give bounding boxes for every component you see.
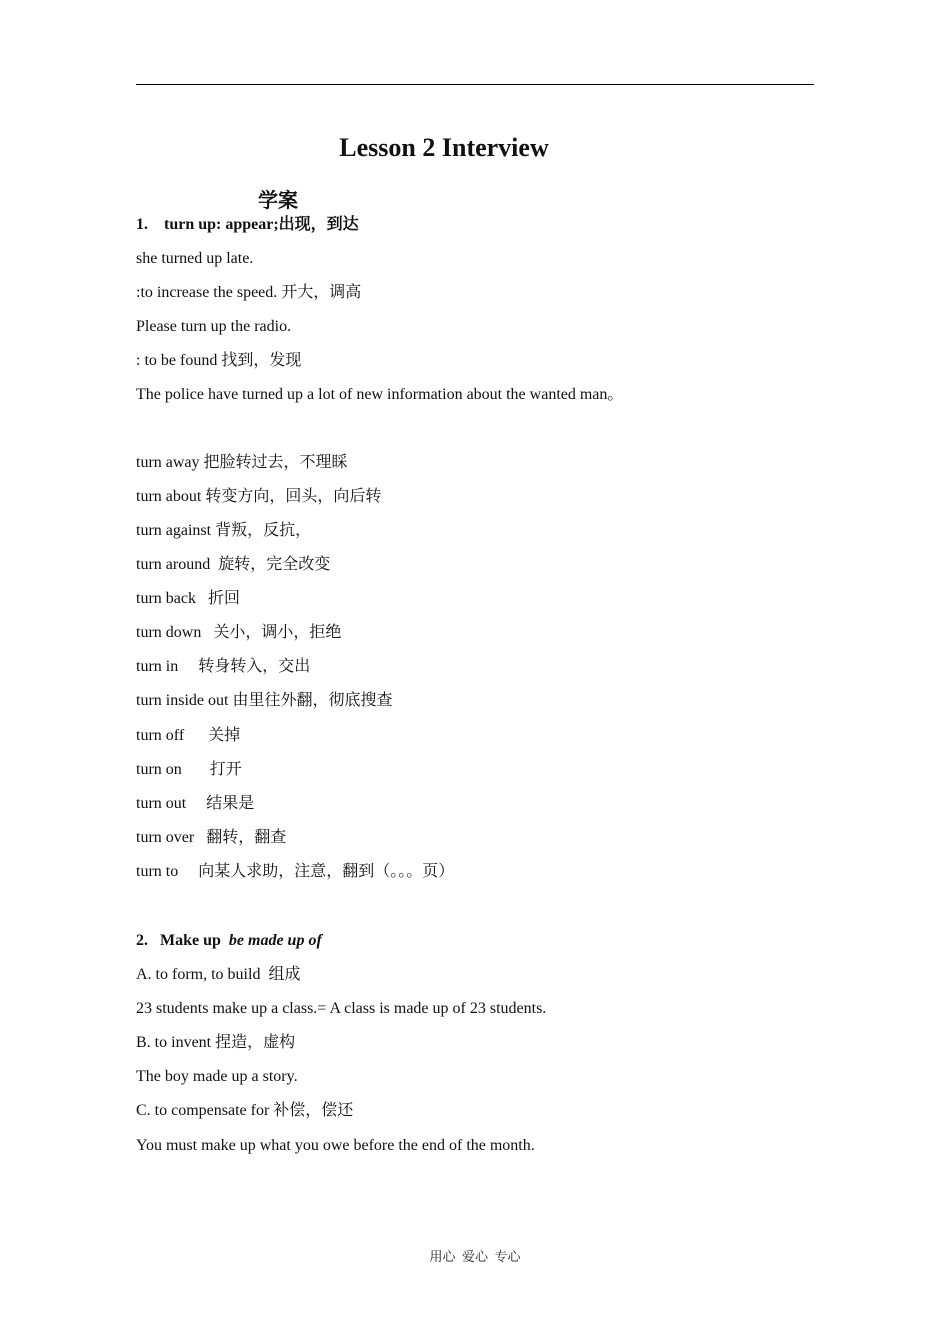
example-line: she turned up late. [136,250,254,267]
section-1-heading: 1. turn up: appear;出现，到达 [136,216,359,233]
example-line: You must make up what you owe before the end of the month. [136,1137,535,1154]
section-2-heading-emphasis: be made up of [228,932,322,949]
definition-line: :to increase the speed. 开大，调高 [136,284,362,301]
phrase-item: turn out 结果是 [136,795,255,812]
definition-line: B. to invent 捏造，虚构 [136,1034,296,1051]
phrase-item: turn off 关掉 [136,727,241,744]
phrase-item: turn over 翻转，翻查 [136,829,287,846]
phrase-item: turn inside out 由里往外翻，彻底搜查 [136,692,393,709]
example-line: The boy made up a story. [136,1068,298,1085]
example-line: The police have turned up a lot of new information about the wanted man。 [136,386,624,403]
page-subtitle: 学案 [258,188,298,212]
section-2-heading [136,930,322,952]
page-footer: 用心 爱心 专心 [429,1249,521,1264]
phrase-item: turn down 关小，调小，拒绝 [136,624,342,641]
definition-line: C. to compensate for 补偿，偿还 [136,1102,354,1119]
definition-line: : to be found 找到，发现 [136,352,302,369]
phrase-item: turn away 把脸转过去，不理睬 [136,454,348,471]
phrase-item: turn in 转身转入，交出 [136,658,311,675]
header-rule [136,84,814,85]
example-line: Please turn up the radio. [136,318,292,335]
definition-line: A. to form, to build 组成 [136,966,301,983]
phrase-item: turn on 打开 [136,761,242,778]
phrase-item: turn about 转变方向，回头，向后转 [136,488,382,505]
phrase-item: turn to 向某人求助，注意，翻到（。。。页） [136,863,455,880]
example-line: 23 students make up a class.= A class is made up of 23 students. [136,1000,547,1017]
section-2-heading-text: 2. Make up [136,932,229,949]
phrase-item: turn against 背叛，反抗， [136,522,312,539]
phrase-item: turn back 折回 [136,590,240,607]
phrase-item: turn around 旋转，完全改变 [136,556,331,573]
page-title: Lesson 2 Interview [339,133,549,162]
